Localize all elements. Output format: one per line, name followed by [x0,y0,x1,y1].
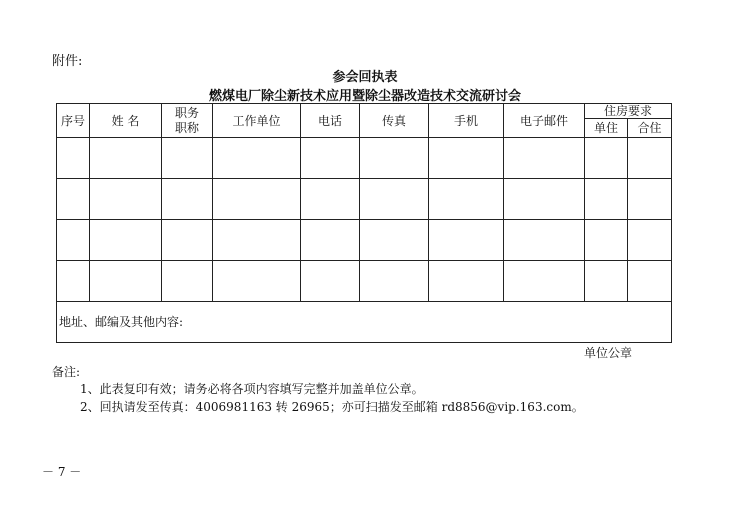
header-lodging: 住房要求 [585,104,672,119]
cell[interactable] [57,220,90,261]
header-title [162,104,213,138]
note-item: 1、此表复印有效；请务必将各项内容填写完整并加盖单位公章。 [80,382,424,396]
cell[interactable] [57,179,90,220]
cell[interactable] [504,220,585,261]
cell[interactable] [213,220,301,261]
table-row [57,220,672,261]
notes-title: 备注: [52,365,81,379]
cell[interactable] [628,220,672,261]
header-phone: 电话 [301,104,360,138]
registration-table [56,103,672,343]
cell[interactable] [585,261,628,302]
header-fax: 传真 [360,104,429,138]
cell[interactable] [429,138,504,179]
header-name: 姓 名 [90,104,162,138]
header-title-line1: 职务 [174,105,199,120]
cell[interactable] [301,179,360,220]
form-title: 参会回执表 [332,70,398,85]
address-label[interactable]: 地址、邮编及其他内容: [57,302,672,343]
header-email: 电子邮件 [504,104,585,138]
cell[interactable] [301,138,360,179]
cell[interactable] [90,261,162,302]
header-title-line2: 职称 [174,120,199,135]
table-row [57,261,672,302]
seal-label: 单位公章 [584,346,633,360]
cell[interactable] [90,138,162,179]
table-header-row [57,104,672,119]
cell[interactable] [628,261,672,302]
cell[interactable] [162,261,213,302]
header-mobile: 手机 [429,104,504,138]
header-shared: 合住 [628,119,672,138]
cell[interactable] [504,179,585,220]
header-unit: 工作单位 [213,104,301,138]
note-item: 2、回执请发至传真：4006981163 转 26965；亦可扫描发至邮箱 rd8856@vip.163.com。 [80,400,584,414]
cell[interactable] [162,220,213,261]
cell[interactable] [504,138,585,179]
form-subtitle: 燃煤电厂除尘新技术应用暨除尘器改造技术交流研讨会 [208,89,521,104]
cell[interactable] [301,220,360,261]
cell[interactable] [585,220,628,261]
cell[interactable] [429,179,504,220]
cell[interactable] [213,138,301,179]
cell[interactable] [429,220,504,261]
cell[interactable] [162,138,213,179]
address-row [57,302,672,343]
cell[interactable] [504,261,585,302]
cell[interactable] [213,261,301,302]
cell[interactable] [628,179,672,220]
cell[interactable] [90,179,162,220]
cell[interactable] [90,220,162,261]
cell[interactable] [360,179,429,220]
cell[interactable] [301,261,360,302]
attachment-label: 附件: [52,54,83,69]
table-row [57,138,672,179]
cell[interactable] [585,179,628,220]
cell[interactable] [429,261,504,302]
cell[interactable] [585,138,628,179]
cell[interactable] [162,179,213,220]
cell[interactable] [213,179,301,220]
cell[interactable] [360,261,429,302]
cell[interactable] [57,138,90,179]
cell[interactable] [360,220,429,261]
cell[interactable] [628,138,672,179]
table-row [57,179,672,220]
header-single: 单住 [585,119,628,138]
cell[interactable] [57,261,90,302]
header-seq: 序号 [57,104,90,138]
page-number: － 7 － [42,465,82,479]
cell[interactable] [360,138,429,179]
